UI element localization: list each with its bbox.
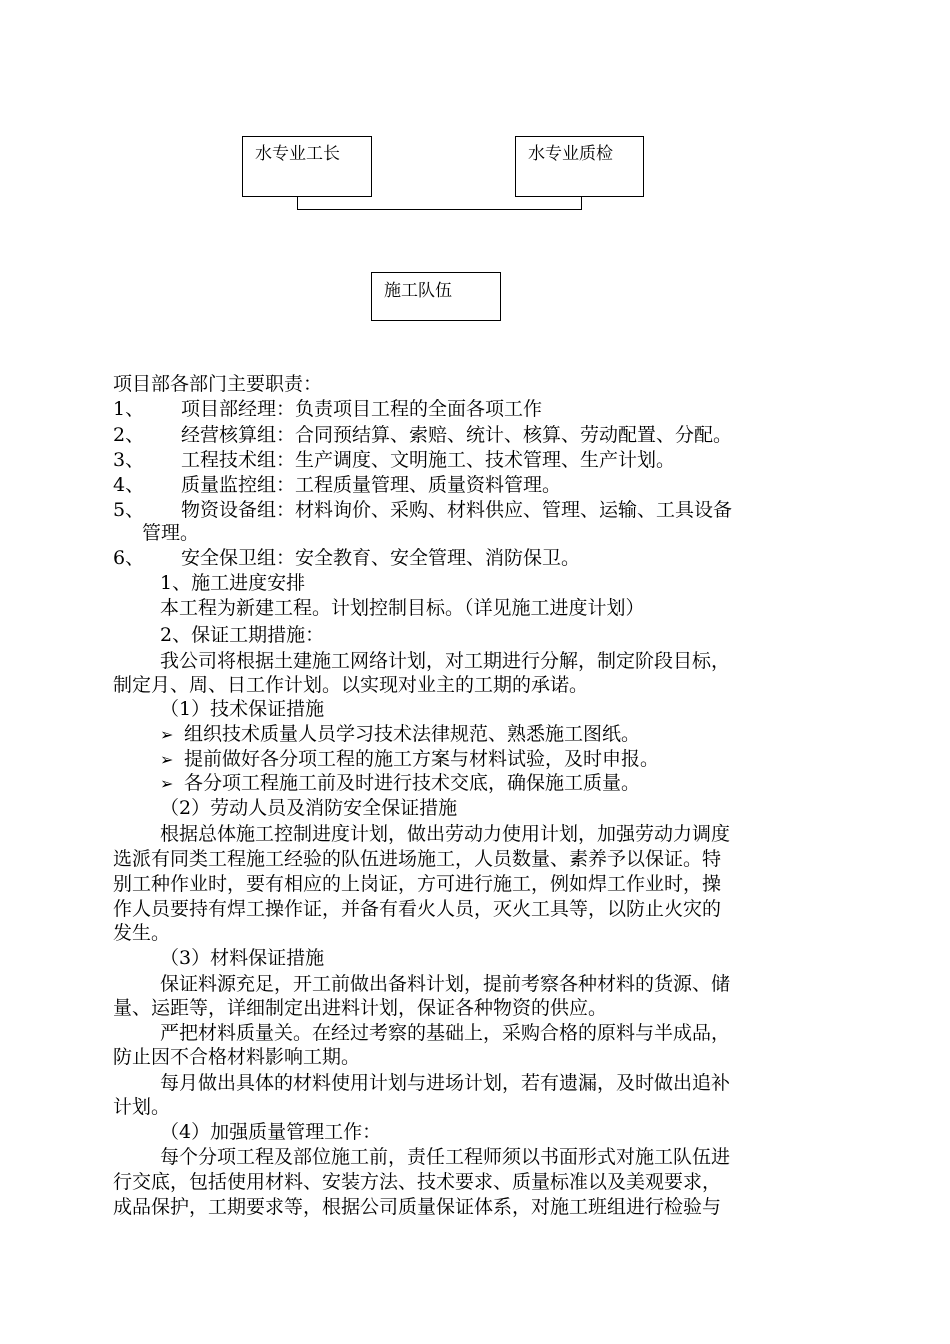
duty-text: 工程技术组：生产调度、文明施工、技术管理、生产计划。 <box>181 449 676 471</box>
paragraph-line: 成品保护，工期要求等，根据公司质量保证体系，对施工班组进行检验与 <box>113 1196 722 1218</box>
paragraph-line: 保证料源充足，开工前做出备料计划，提前考察各种材料的货源、储 <box>160 973 731 995</box>
section-title: 1、施工进度安排 <box>160 572 306 594</box>
paragraph-line: 计划。 <box>113 1096 171 1118</box>
arrow-bullet-icon: ➢ <box>160 774 174 793</box>
subsection-title: （3）材料保证措施 <box>160 947 325 969</box>
bullet-item <box>160 771 640 796</box>
org-box-label: 施工队伍 <box>384 281 452 301</box>
paragraph-line: 发生。 <box>113 922 171 944</box>
org-box-construction-team <box>371 272 501 321</box>
paragraph-line: 防止因不合格材料影响工期。 <box>113 1046 361 1068</box>
paragraph-line: 我公司将根据土建施工网络计划，对工期进行分解，制定阶段目标， <box>160 650 731 672</box>
duty-text: 安全保卫组：安全教育、安全管理、消防保卫。 <box>181 547 581 569</box>
paragraph-line: 选派有同类工程施工经验的队伍进场施工，人员数量、素养予以保证。特 <box>113 848 722 870</box>
paragraph-line: 制定月、周、日工作计划。以实现对业主的工期的承诺。 <box>113 674 589 696</box>
org-box-label: 水专业工长 <box>255 144 340 164</box>
duties-heading: 项目部各部门主要职责： <box>113 373 323 395</box>
duty-number: 3、 <box>113 449 145 471</box>
paragraph-line: 别工种作业时，要有相应的上岗证，方可进行施工，例如焊工作业时，操 <box>113 873 722 895</box>
duty-text: 质量监控组：工程质量管理、质量资料管理。 <box>181 474 562 496</box>
subsection-title: （2）劳动人员及消防安全保证措施 <box>160 797 458 819</box>
bullet-text: 组织技术质量人员学习技术法律规范、熟悉施工图纸。 <box>184 723 641 745</box>
duty-text-continued: 管理。 <box>142 522 200 544</box>
paragraph-line: 每个分项工程及部位施工前，责任工程师须以书面形式对施工队伍进 <box>160 1146 731 1168</box>
arrow-bullet-icon: ➢ <box>160 750 174 769</box>
subsection-title: （4）加强质量管理工作： <box>160 1121 382 1143</box>
paragraph-line: 作人员要持有焊工操作证，并备有看火人员，灭火工具等，以防止火灾的 <box>113 898 722 920</box>
bullet-text: 各分项工程施工前及时进行技术交底，确保施工质量。 <box>184 772 641 794</box>
bullet-item <box>160 722 640 747</box>
section-title: 2、保证工期措施： <box>160 624 325 646</box>
paragraph-line: 行交底，包括使用材料、安装方法、技术要求、质量标准以及美观要求， <box>113 1171 722 1193</box>
paragraph-line: 每月做出具体的材料使用计划与进场计划，若有遗漏，及时做出追补 <box>160 1072 731 1094</box>
paragraph-line: 量、运距等，详细制定出进料计划，保证各种物资的供应。 <box>113 997 608 1019</box>
paragraph-line: 根据总体施工控制进度计划，做出劳动力使用计划，加强劳动力调度 <box>160 823 731 845</box>
duty-number: 4、 <box>113 474 145 496</box>
paragraph-line: 严把材料质量关。在经过考察的基础上，采购合格的原料与半成品， <box>160 1022 731 1044</box>
duty-number: 6、 <box>113 547 145 569</box>
duty-text: 物资设备组：材料询价、采购、材料供应、管理、运输、工具设备 <box>181 499 733 521</box>
duty-number: 1、 <box>113 398 145 420</box>
org-box-label: 水专业质检 <box>528 144 613 164</box>
org-box-water-foreman <box>242 136 372 197</box>
duty-number: 2、 <box>113 424 145 446</box>
bullet-item <box>160 747 659 772</box>
org-box-water-quality <box>515 136 644 197</box>
bullet-text: 提前做好各分项工程的施工方案与材料试验，及时申报。 <box>184 748 660 770</box>
subsection-title: （1）技术保证措施 <box>160 698 325 720</box>
paragraph-line: 本工程为新建工程。计划控制目标。（详见施工进度计划） <box>160 597 645 619</box>
duty-number: 5、 <box>113 499 145 521</box>
org-connector-line <box>297 197 582 210</box>
duty-text: 项目部经理：负责项目工程的全面各项工作 <box>181 398 543 420</box>
duty-text: 经营核算组：合同预结算、索赔、统计、核算、劳动配置、分配。 <box>181 424 733 446</box>
arrow-bullet-icon: ➢ <box>160 725 174 744</box>
